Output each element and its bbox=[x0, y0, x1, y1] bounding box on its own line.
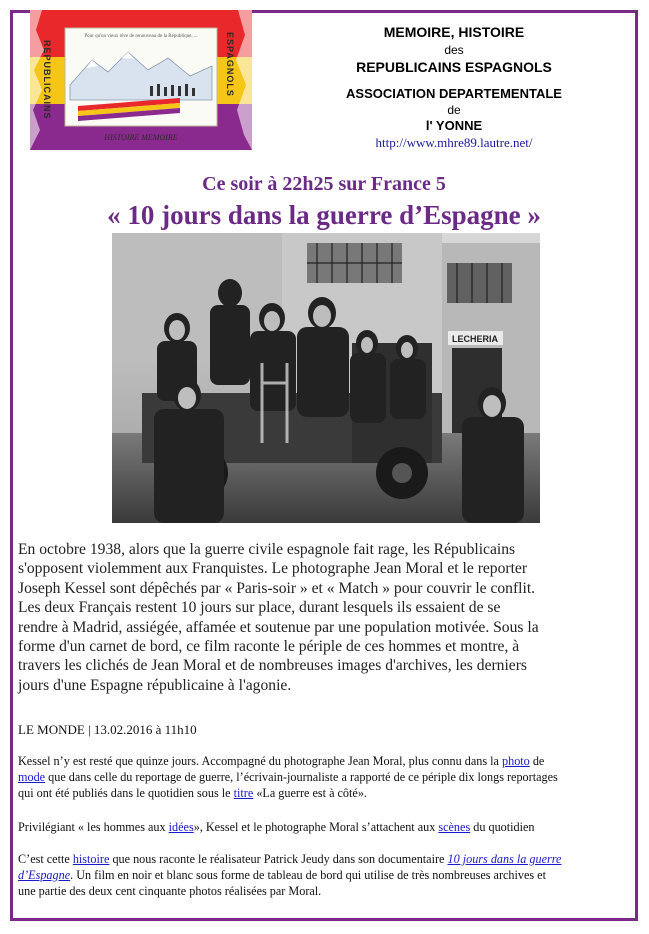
shop-sign: LECHERIA bbox=[451, 334, 499, 344]
logo-caption: Pour qu'un vieux rêve de renouveau de la République, ... bbox=[84, 34, 198, 39]
link-documentary-cont[interactable]: d’Espagne bbox=[18, 867, 71, 882]
article-line bbox=[18, 884, 630, 900]
text-span: C’est cette bbox=[18, 852, 73, 866]
intro-line: jours d'une Espagne républicaine à l'agonie. bbox=[18, 676, 292, 694]
article-line bbox=[18, 868, 630, 884]
link-scenes[interactable]: scènes bbox=[438, 820, 471, 834]
article-line bbox=[18, 754, 630, 770]
intro-line: s'opposent violemment aux Franquistes. Le photographe Jean Moral et le reporter bbox=[18, 560, 528, 578]
intro-line: Les deux Français restent 10 jours sur place, durant lesquels ils essaient de se bbox=[18, 599, 501, 617]
intro-line: forme d'un carnet de bord, ce film raconte le périple de ces hommes et montre, à bbox=[18, 638, 520, 656]
header-line-3: REPUBLICAINS ESPAGNOLS bbox=[356, 59, 552, 75]
article-paragraph-1 bbox=[18, 754, 630, 801]
intro-paragraph bbox=[18, 540, 630, 695]
text-span: Privilégiant « les hommes aux bbox=[18, 820, 169, 834]
logo-left-text: REPUBLICAINS bbox=[42, 40, 52, 120]
article-line bbox=[18, 770, 630, 786]
logo-bottom-text: HISTOIRE MEMOIRE bbox=[104, 133, 178, 142]
text-span: », Kessel et le photographe Moral s’attachent aux bbox=[193, 820, 439, 834]
source-line: LE MONDE | 13.02.2016 à 11h10 bbox=[18, 722, 197, 737]
film-title: « 10 jours dans la guerre d’Espagne » bbox=[107, 200, 541, 230]
intro-line: En octobre 1938, alors que la guerre civile espagnole fait rage, les Républicains bbox=[18, 541, 516, 558]
broadcast-title: Ce soir à 22h25 sur France 5 bbox=[202, 173, 446, 195]
association-logo bbox=[30, 10, 252, 150]
link-titre[interactable]: titre bbox=[233, 785, 254, 800]
article-line bbox=[18, 820, 630, 836]
text-span: une partie des deux cent cinquante photos réalisées par Moral. bbox=[18, 883, 322, 898]
article-paragraph-3 bbox=[18, 852, 630, 899]
intro-line: Joseph Kessel sont dépêchés par « Paris-soir » et « Match » pour couvrir le conflit. bbox=[18, 579, 536, 597]
header-line-5: de bbox=[447, 103, 461, 117]
logo-right-text: ESPAGNOLS bbox=[225, 32, 235, 97]
link-mode[interactable]: mode bbox=[18, 769, 46, 784]
text-span: qui ont été publiés dans le quotidien sous le bbox=[18, 785, 234, 800]
text-span: «La guerre est à côté». bbox=[253, 785, 367, 800]
text-span: . Un film en noir et blanc sous forme de tableau de bord qui utilise de très nombreuses archives et bbox=[70, 867, 546, 882]
article-line bbox=[18, 786, 630, 802]
link-histoire[interactable]: histoire bbox=[72, 852, 110, 866]
text-span: Kessel n’y est resté que quinze jours. Accompagné du photographe Jean Moral, plus connu dans la bbox=[18, 754, 502, 768]
intro-line: travers les clichés de Jean Moral et de nombreuses images d'archives, les derniers bbox=[18, 657, 527, 675]
header-line-2: des bbox=[444, 43, 464, 57]
link-documentary[interactable]: 10 jours dans la guerre bbox=[447, 852, 562, 866]
header-line-6: l' YONNE bbox=[425, 118, 483, 133]
text-span: de bbox=[529, 754, 545, 768]
article-paragraph-2 bbox=[18, 820, 630, 836]
link-photo[interactable]: photo bbox=[502, 754, 530, 768]
article-line bbox=[18, 852, 630, 868]
link-idees[interactable]: idées bbox=[168, 820, 194, 834]
text-span: que nous raconte le réalisateur Patrick Jeudy dans son documentaire bbox=[109, 852, 448, 866]
archive-photo bbox=[112, 233, 540, 523]
text-span: que dans celle du reportage de guerre, l’écrivain-journaliste a rapporté de ce périple dix longs reportages bbox=[45, 769, 558, 784]
text-span: du quotidien bbox=[470, 820, 535, 834]
intro-line: rendre à Madrid, assiégée, affamée et soutenue par une population motivée. Sous la bbox=[18, 618, 539, 636]
header-line-1: MEMOIRE, HISTOIRE bbox=[383, 24, 525, 40]
website-url[interactable]: http://www.mhre89.lautre.net/ bbox=[375, 135, 533, 150]
header-line-4: ASSOCIATION DEPARTEMENTALE bbox=[346, 86, 562, 101]
